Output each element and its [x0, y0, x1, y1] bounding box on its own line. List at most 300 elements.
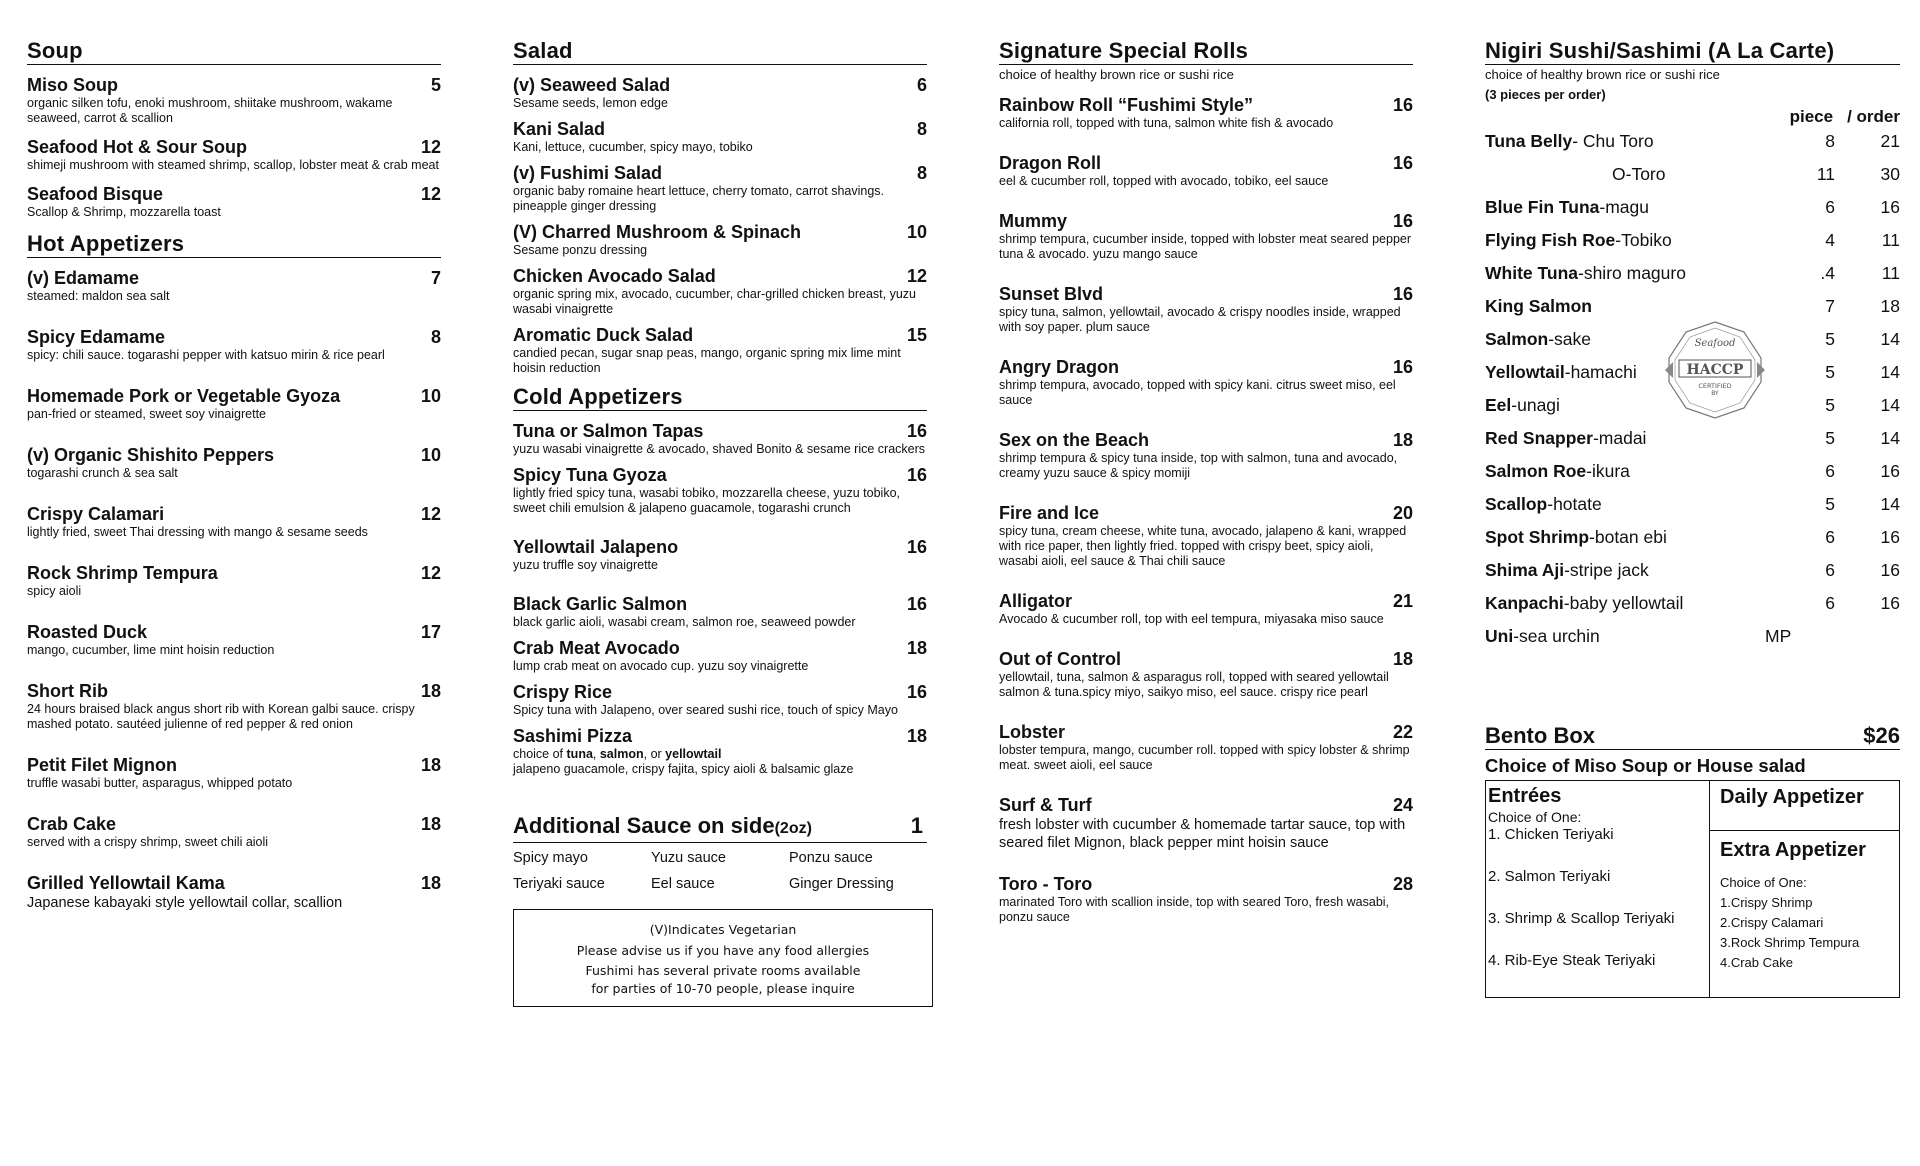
salad-list: [513, 75, 927, 376]
entree-option: 2. Salmon Teriyaki: [1488, 868, 1611, 885]
item-description-2: jalapeno guacamole, crispy fajita, spicy aioli & balsamic glaze: [513, 762, 854, 776]
rolls-list: [999, 95, 1413, 925]
menu-item: [513, 222, 927, 258]
nigiri-row: [1485, 158, 1900, 191]
item-price: 12: [420, 563, 441, 583]
item-price: 18: [420, 814, 441, 834]
item-price: 16: [906, 594, 927, 614]
nigiri-row: [1485, 521, 1900, 554]
nigiri-name: [1485, 257, 1785, 290]
nigiri-name-japanese: -botan ebi: [1589, 527, 1667, 547]
nigiri-market-price: MP: [1765, 626, 1792, 646]
menu-item: [27, 386, 441, 422]
item-description: served with a crispy shrimp, sweet chili aioli: [27, 835, 269, 849]
item-name: Mummy: [999, 211, 1068, 231]
item-head: [27, 137, 441, 158]
menu-item: [999, 649, 1413, 700]
item-description: spicy aioli: [27, 584, 82, 598]
nigiri-name: [1485, 620, 1763, 653]
nigiri-column-headers: [1485, 107, 1900, 127]
item-description: mango, cucumber, lime mint hoisin reduction: [27, 643, 275, 657]
item-price: 10: [906, 222, 927, 242]
entree-option: 4. Rib-Eye Steak Teriyaki: [1488, 952, 1656, 969]
section-title-rolls: Signature Special Rolls: [999, 38, 1413, 65]
item-price: 28: [1392, 874, 1413, 894]
item-price: 10: [420, 445, 441, 465]
item-price: 8: [916, 119, 927, 139]
item-name: Roasted Duck: [27, 622, 148, 642]
nigiri-name-japanese: O-Toro: [1612, 164, 1666, 184]
item-head: [27, 622, 441, 643]
item-head: [513, 465, 927, 486]
item-name: Spicy Edamame: [27, 327, 166, 347]
item-name: Seafood Bisque: [27, 184, 164, 204]
item-name: Black Garlic Salmon: [513, 594, 688, 614]
nigiri-name-main: Salmon: [1485, 329, 1549, 349]
nigiri-name: [1485, 290, 1785, 323]
item-head: [27, 504, 441, 525]
item-description: organic silken tofu, enoki mushroom, shiitake mushroom, wakame seaweed, carrot & scallion: [27, 96, 393, 125]
column-special-rolls: [999, 38, 1413, 947]
menu-item: [27, 814, 441, 850]
nigiri-name: [1485, 191, 1785, 224]
entrees-note: Choice of One:: [1488, 809, 1582, 825]
item-name: Tuna or Salmon Tapas: [513, 421, 704, 441]
item-name: (v) Edamame: [27, 268, 140, 288]
desc-sep: , or: [643, 747, 666, 761]
item-price: 7: [430, 268, 441, 288]
desc-bold-tuna: tuna: [566, 747, 593, 761]
nigiri-row: [1485, 191, 1900, 224]
menu-item: [27, 184, 441, 220]
item-price: 16: [906, 465, 927, 485]
bento-box-table: [1485, 780, 1900, 998]
item-head: [27, 327, 441, 348]
menu-item: [27, 137, 441, 173]
extra-option: 3.Rock Shrimp Tempura: [1720, 935, 1860, 950]
sauce-title-label: Additional Sauce on side: [513, 813, 775, 838]
nigiri-row: [1485, 224, 1900, 257]
item-price: 18: [906, 726, 927, 746]
item-description: Kani, lettuce, cucumber, spicy mayo, tobiko: [513, 140, 753, 154]
item-price: 10: [420, 386, 441, 406]
item-head: [513, 421, 927, 442]
menu-item: [27, 327, 441, 363]
menu-item: [27, 563, 441, 599]
item-price: 18: [1392, 649, 1413, 669]
entree-list: [1488, 826, 1707, 969]
section-title-soup: Soup: [27, 38, 441, 65]
menu-item: [513, 638, 927, 674]
desc-text: choice of: [513, 747, 567, 761]
item-price: 16: [906, 537, 927, 557]
item-head: [27, 268, 441, 289]
nigiri-piece-price: 5: [1825, 362, 1835, 382]
daily-appetizer-title: Daily Appetizer: [1720, 786, 1864, 808]
nigiri-row: [1485, 257, 1900, 290]
nigiri-name-japanese: - Chu Toro: [1572, 131, 1654, 151]
haccp-seal-by: BY: [1711, 390, 1719, 397]
item-price: 16: [1392, 95, 1413, 115]
nigiri-name-japanese: -magu: [1599, 197, 1650, 217]
haccp-seal-main: HACCP: [1686, 362, 1744, 378]
item-name: Sunset Blvd: [999, 284, 1104, 304]
section-title-bento: [1485, 723, 1900, 750]
nigiri-name: [1485, 224, 1785, 257]
menu-item: [513, 266, 927, 317]
bento-subtitle: Choice of Miso Soup or House salad: [1485, 755, 1806, 776]
nigiri-name-japanese: -unagi: [1511, 395, 1560, 415]
column-nigiri-bento: [1485, 38, 1900, 998]
item-price: 16: [1392, 153, 1413, 173]
bento-appetizers: [1710, 781, 1899, 997]
nigiri-name-main: Blue Fin Tuna: [1485, 197, 1600, 217]
nigiri-piece-price: 7: [1825, 296, 1835, 316]
item-description: yuzu truffle soy vinaigrette: [513, 558, 658, 572]
item-head: [513, 594, 927, 615]
item-price: 24: [1392, 795, 1413, 815]
item-description: steamed: maldon sea salt: [27, 289, 170, 303]
item-description: lump crab meat on avocado cup. yuzu soy vinaigrette: [513, 659, 809, 673]
item-description: candied pecan, sugar snap peas, mango, organic spring mix lime mint hoisin reduction: [513, 346, 901, 375]
menu-item: [999, 591, 1413, 627]
nigiri-order-price: 16: [1880, 461, 1900, 481]
nigiri-row: [1485, 620, 1900, 653]
item-head: [999, 284, 1413, 305]
rolls-subtitle: choice of healthy brown rice or sushi rice: [999, 67, 1234, 82]
nigiri-row: [1485, 455, 1900, 488]
nigiri-order-price: 16: [1880, 527, 1900, 547]
nigiri-piece-price: 5: [1825, 329, 1835, 349]
nigiri-name-japanese: -Tobiko: [1615, 230, 1672, 250]
menu-item: [999, 95, 1413, 131]
nigiri-order-price: 16: [1880, 197, 1900, 217]
item-description: Sesame ponzu dressing: [513, 243, 648, 257]
item-price: 17: [420, 622, 441, 642]
item-price: 18: [1392, 430, 1413, 450]
nigiri-subtitle-2: (3 pieces per order): [1485, 87, 1606, 102]
menu-item: [999, 430, 1413, 481]
item-description: marinated Toro with scallion inside, top with seared Toro, fresh wasabi, ponzu sauce: [999, 895, 1390, 924]
haccp-seal-icon: [1665, 320, 1765, 420]
cold-appetizers-list: [513, 421, 927, 718]
item-name: Crab Cake: [27, 814, 117, 834]
nigiri-piece-price: 6: [1825, 197, 1835, 217]
desc-bold-yellowtail: yellowtail: [665, 747, 722, 761]
item-head: [27, 75, 441, 96]
nigiri-piece-price: .4: [1820, 263, 1835, 283]
item-name: (v) Fushimi Salad: [513, 163, 663, 183]
nigiri-name-main: Shima Aji: [1485, 560, 1565, 580]
column-salad-cold-appetizers: [513, 38, 927, 1007]
nigiri-name: [1485, 587, 1785, 620]
item-name: Aromatic Duck Salad: [513, 325, 694, 345]
item-name: Chicken Avocado Salad: [513, 266, 716, 286]
section-title-nigiri: Nigiri Sushi/Sashimi (A La Carte): [1485, 38, 1900, 65]
nigiri-piece-price: 5: [1825, 428, 1835, 448]
notice-line: for parties of 10-70 people, please inquire: [591, 981, 855, 996]
item-name: Crispy Rice: [513, 682, 613, 702]
nigiri-order-price: 21: [1880, 131, 1900, 151]
haccp-seal-certified: CERTIFIED: [1698, 382, 1732, 390]
nigiri-name-japanese: -baby yellowtail: [1563, 593, 1684, 613]
nigiri-name: [1485, 125, 1785, 158]
nigiri-order-price: 14: [1880, 494, 1900, 514]
item-price: 16: [1392, 357, 1413, 377]
nigiri-piece-price: 5: [1825, 395, 1835, 415]
menu-item-sashimi-pizza: [513, 726, 927, 777]
extra-appetizer-cell: [1710, 831, 1899, 975]
notice-line: Please advise us if you have any food allergies: [576, 943, 870, 958]
extra-appetizer-title: Extra Appetizer: [1720, 839, 1866, 861]
menu-item: [513, 465, 927, 516]
item-description: california roll, topped with tuna, salmon white fish & avocado: [999, 116, 1334, 130]
item-name: Rock Shrimp Tempura: [27, 563, 218, 583]
nigiri-subtitle: choice of healthy brown rice or sushi rice: [1485, 67, 1720, 82]
item-head: [999, 153, 1413, 174]
item-price: 22: [1392, 722, 1413, 742]
item-price: 12: [906, 266, 927, 286]
menu-item: [999, 795, 1413, 852]
item-description: fresh lobster with cucumber & homemade tartar sauce, top with seared filet Mignon, black pepper mint hoisin sauce: [999, 817, 1406, 851]
item-head: [27, 814, 441, 835]
haccp-seal-top: Seafood: [1694, 338, 1736, 349]
item-price: 16: [906, 421, 927, 441]
item-price: 5: [430, 75, 441, 95]
item-description: black garlic aioli, wasabi cream, salmon roe, seaweed powder: [513, 615, 856, 629]
nigiri-piece-price: 6: [1825, 527, 1835, 547]
item-head: [27, 755, 441, 776]
item-head: [999, 874, 1413, 895]
item-description: lobster tempura, mango, cucumber roll. topped with spicy lobster & shrimp meat. sweet aioli, eel sauce: [999, 743, 1410, 772]
item-description: pan-fried or steamed, sweet soy vinaigrette: [27, 407, 267, 421]
nigiri-piece-price: 8: [1825, 131, 1835, 151]
item-name: Sex on the Beach: [999, 430, 1150, 450]
item-name: Miso Soup: [27, 75, 118, 95]
item-name: Yellowtail Jalapeno: [513, 537, 679, 557]
menu-item: [27, 681, 441, 732]
column-soup-hot-appetizers: [27, 38, 441, 923]
item-head: [27, 681, 441, 702]
extra-option: 4.Crab Cake: [1720, 955, 1793, 970]
item-description: [513, 747, 927, 762]
entrees-title: Entrées: [1488, 785, 1562, 807]
item-description: shrimp tempura, avocado, topped with spicy kani. citrus sweet miso, eel sauce: [999, 378, 1396, 407]
daily-appetizer-cell: [1710, 781, 1899, 831]
item-price: 8: [916, 163, 927, 183]
menu-item: [999, 284, 1413, 335]
col-header-piece: piece: [1789, 107, 1834, 126]
item-price: 18: [420, 755, 441, 775]
nigiri-name-main: White Tuna: [1485, 263, 1578, 283]
item-head: [513, 266, 927, 287]
item-name: Lobster: [999, 722, 1066, 742]
nigiri-order-price: 30: [1880, 164, 1900, 184]
nigiri-name: [1485, 521, 1785, 554]
menu-item: [27, 75, 441, 126]
nigiri-name-main: Spot Shrimp: [1485, 527, 1590, 547]
item-description: shrimp tempura, cucumber inside, topped with lobster meat seared pepper tuna & avocado. yuzu mango sauce: [999, 232, 1412, 261]
nigiri-order-price: 11: [1881, 263, 1900, 283]
nigiri-name-main: King Salmon: [1485, 296, 1592, 316]
item-head: [513, 682, 927, 703]
item-name: Dragon Roll: [999, 153, 1101, 173]
item-name: Rainbow Roll “Fushimi Style”: [999, 95, 1254, 115]
nigiri-name: [1485, 158, 1785, 191]
nigiri-name-japanese: -sea urchin: [1513, 626, 1600, 646]
item-price: 6: [916, 75, 927, 95]
menu-item: [999, 357, 1413, 408]
sauce-option: Yuzu sauce: [651, 850, 726, 866]
sauce-option: Ginger Dressing: [789, 876, 894, 892]
section-title-sauce: [513, 813, 927, 843]
menu-item: [999, 722, 1413, 773]
menu-item: [513, 163, 927, 214]
item-description: Japanese kabayaki style yellowtail collar, scallion: [27, 895, 343, 911]
item-description: shimeji mushroom with steamed shrimp, scallop, lobster meat & crab meat: [27, 158, 439, 172]
item-description: Scallop & Shrimp, mozzarella toast: [27, 205, 221, 219]
entree-option: 1. Chicken Teriyaki: [1488, 826, 1614, 843]
extra-items: [1720, 893, 1889, 973]
item-name: Spicy Tuna Gyoza: [513, 465, 667, 485]
menu-item: [999, 211, 1413, 262]
item-description: 24 hours braised black angus short rib with Korean galbi sauce. crispy mashed potato. sautéed julienne of red pepper & red onion: [27, 702, 415, 731]
item-head: [999, 503, 1413, 524]
nigiri-name-main: Kanpachi: [1485, 593, 1564, 613]
item-price: 12: [420, 137, 441, 157]
desc-sep: ,: [592, 747, 600, 761]
menu-item: [513, 325, 927, 376]
nigiri-row: [1485, 554, 1900, 587]
nigiri-order-price: 14: [1880, 428, 1900, 448]
hot-appetizers-list: [27, 268, 441, 912]
allergy-notice-box: [513, 909, 933, 1007]
sauce-price: 1: [910, 813, 923, 838]
item-description: togarashi crunch & sea salt: [27, 466, 178, 480]
nigiri-name-main: Uni: [1485, 626, 1514, 646]
sauce-option: Eel sauce: [651, 876, 715, 892]
item-price: 18: [420, 681, 441, 701]
item-name: Short Rib: [27, 681, 108, 701]
extra-option: 1.Crispy Shrimp: [1720, 895, 1813, 910]
nigiri-order-price: 11: [1881, 230, 1900, 250]
nigiri-order-price: 16: [1880, 593, 1900, 613]
item-name: Out of Control: [999, 649, 1121, 669]
item-head: [513, 163, 927, 184]
col-header-order: / order: [1847, 107, 1900, 126]
nigiri-row: [1485, 125, 1900, 158]
item-name: (v) Seaweed Salad: [513, 75, 671, 95]
item-price: 18: [906, 638, 927, 658]
item-price: 8: [430, 327, 441, 347]
section-title-hot-appetizers: Hot Appetizers: [27, 231, 441, 258]
nigiri-name-main: Red Snapper: [1485, 428, 1593, 448]
item-description: spicy tuna, salmon, yellowtail, avocado & crispy noodles inside, wrapped with soy paper. plum sauce: [999, 305, 1401, 334]
nigiri-name: [1485, 422, 1785, 455]
item-head: [513, 75, 927, 96]
item-price: 12: [420, 504, 441, 524]
item-head: [999, 591, 1413, 612]
nigiri-row: [1485, 290, 1900, 323]
menu-item: [27, 445, 441, 481]
item-head: [999, 722, 1413, 743]
nigiri-name-main: Salmon Roe: [1485, 461, 1587, 481]
item-description: Sesame seeds, lemon edge: [513, 96, 668, 110]
bento-title: Bento Box: [1485, 723, 1595, 748]
item-head: [27, 563, 441, 584]
item-description: organic spring mix, avocado, cucumber, char-grilled chicken breast, yuzu wasabi vinaigrette: [513, 287, 916, 316]
item-head: [27, 386, 441, 407]
menu-item: [999, 153, 1413, 189]
item-description: yellowtail, tuna, salmon & asparagus roll, topped with seared yellowtail salmon & tuna.spicy miyo, saikyo miso, eel sauce. crispy rice pearl: [999, 670, 1389, 699]
item-description: shrimp tempura & spicy tuna inside, top with salmon, tuna and avocado, creamy yuzu sauce & spicy momiji: [999, 451, 1398, 480]
nigiri-name-japanese: -stripe jack: [1564, 560, 1649, 580]
item-head: [27, 873, 441, 894]
menu-item: [513, 537, 927, 573]
menu-item: [513, 594, 927, 630]
item-description: eel & cucumber roll, topped with avocado, tobiko, eel sauce: [999, 174, 1329, 188]
nigiri-piece-price: 4: [1825, 230, 1835, 250]
item-head: [513, 537, 927, 558]
nigiri-order-price: 16: [1880, 560, 1900, 580]
item-name: (V) Charred Mushroom & Spinach: [513, 222, 802, 242]
item-head: [513, 222, 927, 243]
nigiri-piece-price: 5: [1825, 494, 1835, 514]
extra-note: Choice of One:: [1720, 875, 1807, 890]
item-head: [513, 325, 927, 346]
item-name: Surf & Turf: [999, 795, 1092, 815]
soup-list: [27, 75, 441, 220]
menu-item: [999, 874, 1413, 925]
menu-item: [513, 421, 927, 457]
nigiri-name: [1485, 455, 1785, 488]
nigiri-name-main: Scallop: [1485, 494, 1548, 514]
menu-item: [27, 873, 441, 912]
item-name: Seafood Hot & Sour Soup: [27, 137, 247, 157]
notice-line: (V)Indicates Vegetarian: [649, 922, 797, 937]
item-description: organic baby romaine heart lettuce, cherry tomato, carrot shavings. pineapple ginger dressing: [513, 184, 885, 213]
item-description: lightly fried, sweet Thai dressing with mango & sesame seeds: [27, 525, 368, 539]
item-price: 16: [1392, 211, 1413, 231]
item-price: 16: [906, 682, 927, 702]
nigiri-row: [1485, 587, 1900, 620]
item-price: 21: [1392, 591, 1413, 611]
menu-item: [513, 682, 927, 718]
bento-entrees: [1486, 781, 1710, 997]
nigiri-name-japanese: -sake: [1548, 329, 1592, 349]
sauce-size: (2oz): [774, 820, 812, 837]
nigiri-name-japanese: -hotate: [1547, 494, 1602, 514]
item-name: Homemade Pork or Vegetable Gyoza: [27, 386, 341, 406]
sauce-options: [513, 845, 927, 897]
item-price: 16: [1392, 284, 1413, 304]
item-name: Toro - Toro: [999, 874, 1093, 894]
item-description: yuzu wasabi vinaigrette & avocado, shaved Bonito & sesame rice crackers: [513, 442, 926, 456]
extra-option: 2.Crispy Calamari: [1720, 915, 1824, 930]
item-head: [999, 357, 1413, 378]
nigiri-name-main: Tuna Belly: [1485, 131, 1573, 151]
item-name: Crab Meat Avocado: [513, 638, 680, 658]
item-name: Kani Salad: [513, 119, 606, 139]
item-description: truffle wasabi butter, asparagus, whipped potato: [27, 776, 293, 790]
section-title-salad: Salad: [513, 38, 927, 65]
bento-price: $26: [1863, 723, 1900, 748]
nigiri-piece-price: 6: [1825, 461, 1835, 481]
item-name: Angry Dragon: [999, 357, 1120, 377]
nigiri-name-main: Yellowtail: [1485, 362, 1565, 382]
nigiri-name-japanese: -hamachi: [1564, 362, 1637, 382]
menu-item: [513, 119, 927, 155]
